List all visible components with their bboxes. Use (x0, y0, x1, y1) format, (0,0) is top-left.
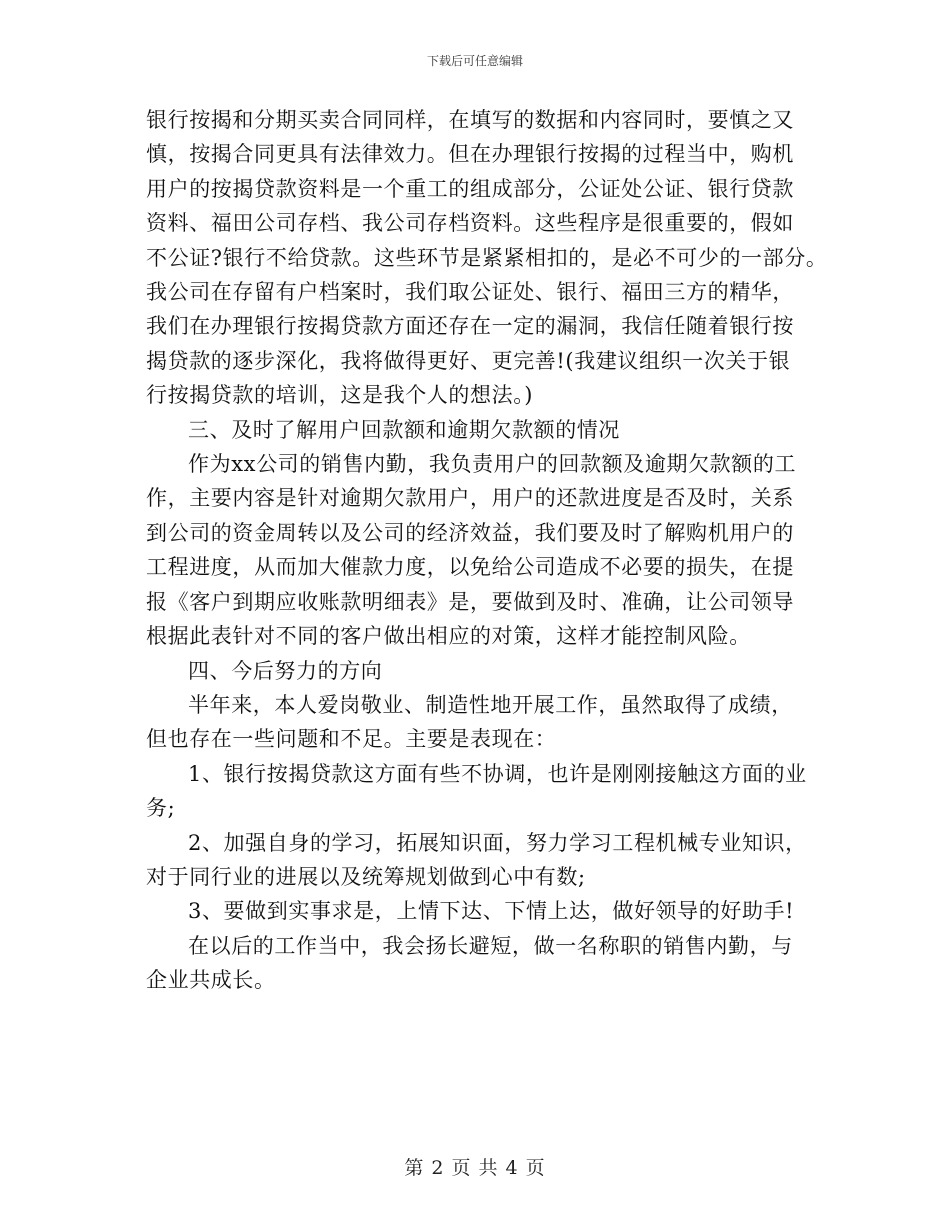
text-line: 根据此表针对不同的客户做出相应的对策，这样才能控制风险。 (146, 624, 751, 649)
text-line: 半年来，本人爱岗敬业、制造性地开展工作，虽然取得了成绩， (188, 692, 793, 717)
text-line: 资料、福田公司存档、我公司存档资料。这些程序是很重要的，假如 (146, 211, 794, 236)
text-line: 作，主要内容是针对逾期欠款用户，用户的还款进度是否及时，关系 (146, 486, 794, 511)
text-line: 务; (146, 796, 176, 821)
text-line: 到公司的资金周转以及公司的经济效益，我们要及时了解购机用户的 (146, 520, 794, 545)
text-line: 不公证?银行不给贷款。这些环节是紧紧相扣的，是必不可少的一部分。 (146, 245, 828, 270)
list-item-1 (146, 757, 816, 826)
list-item-2 (146, 826, 816, 895)
paragraph-bank-mortgage (146, 103, 828, 413)
text-line: 工程进度，从而加大催款力度，以免给公司造成不必要的损失，在提 (146, 555, 794, 580)
text-line: 行按揭贷款的培训，这是我个人的想法。) (146, 383, 534, 408)
text-line: 揭贷款的逐步深化，我将做得更好、更完善!(我建议组织一次关于银 (146, 348, 791, 373)
section-heading-3 (146, 413, 816, 447)
page-number: 第 2 页 共 4 页 (404, 1157, 546, 1179)
text-line: 报《客户到期应收账款明细表》是，要做到及时、准确，让公司领导 (146, 589, 794, 614)
text-line: 慎，按揭合同更具有法律效力。但在办理银行按揭的过程当中，购机 (146, 142, 794, 167)
page-header: 下载后可任意编辑 (426, 54, 523, 68)
text-line: 在以后的工作当中，我会扬长避短，做一名称职的销售内勤，与 (188, 933, 793, 958)
text-line: 企业共成长。 (146, 968, 276, 993)
text-line: 我公司在存留有户档案时，我们取公证处、银行、福田三方的精华， (146, 280, 794, 305)
section-heading-4 (146, 654, 816, 688)
text-line: 作为xx公司的销售内勤，我负责用户的回款额及逾期欠款额的工 (188, 452, 797, 477)
text-line: 1、银行按揭贷款这方面有些不协调，也许是刚刚接触这方面的业 (188, 761, 807, 786)
text-line: 对于同行业的进展以及统筹规划做到心中有数; (146, 864, 586, 889)
text-line: 银行按揭和分期买卖合同同样，在填写的数据和内容同时，要慎之又 (146, 108, 794, 132)
text-line: 3、要做到实事求是，上情下达、下情上达，做好领导的好助手! (188, 899, 795, 924)
document-body (146, 103, 828, 998)
paragraph-closing (146, 929, 816, 998)
paragraph-half-year (146, 688, 816, 757)
text-line: 2、加强自身的学习，拓展知识面，努力学习工程机械专业知识， (188, 830, 807, 855)
list-item-3 (146, 894, 816, 928)
text-line: 但也存在一些问题和不足。主要是表现在： (146, 727, 557, 752)
text-line: 用户的按揭贷款资料是一个重工的组成部分，公证处公证、银行贷款 (146, 176, 794, 201)
text-line: 我们在办理银行按揭贷款方面还存在一定的漏洞，我信任随着银行按 (146, 314, 794, 339)
heading-line: 三、及时了解用户回款额和逾期欠款额的情况 (188, 417, 620, 442)
heading-line: 四、今后努力的方向 (188, 658, 383, 683)
paragraph-receivables (146, 447, 816, 653)
